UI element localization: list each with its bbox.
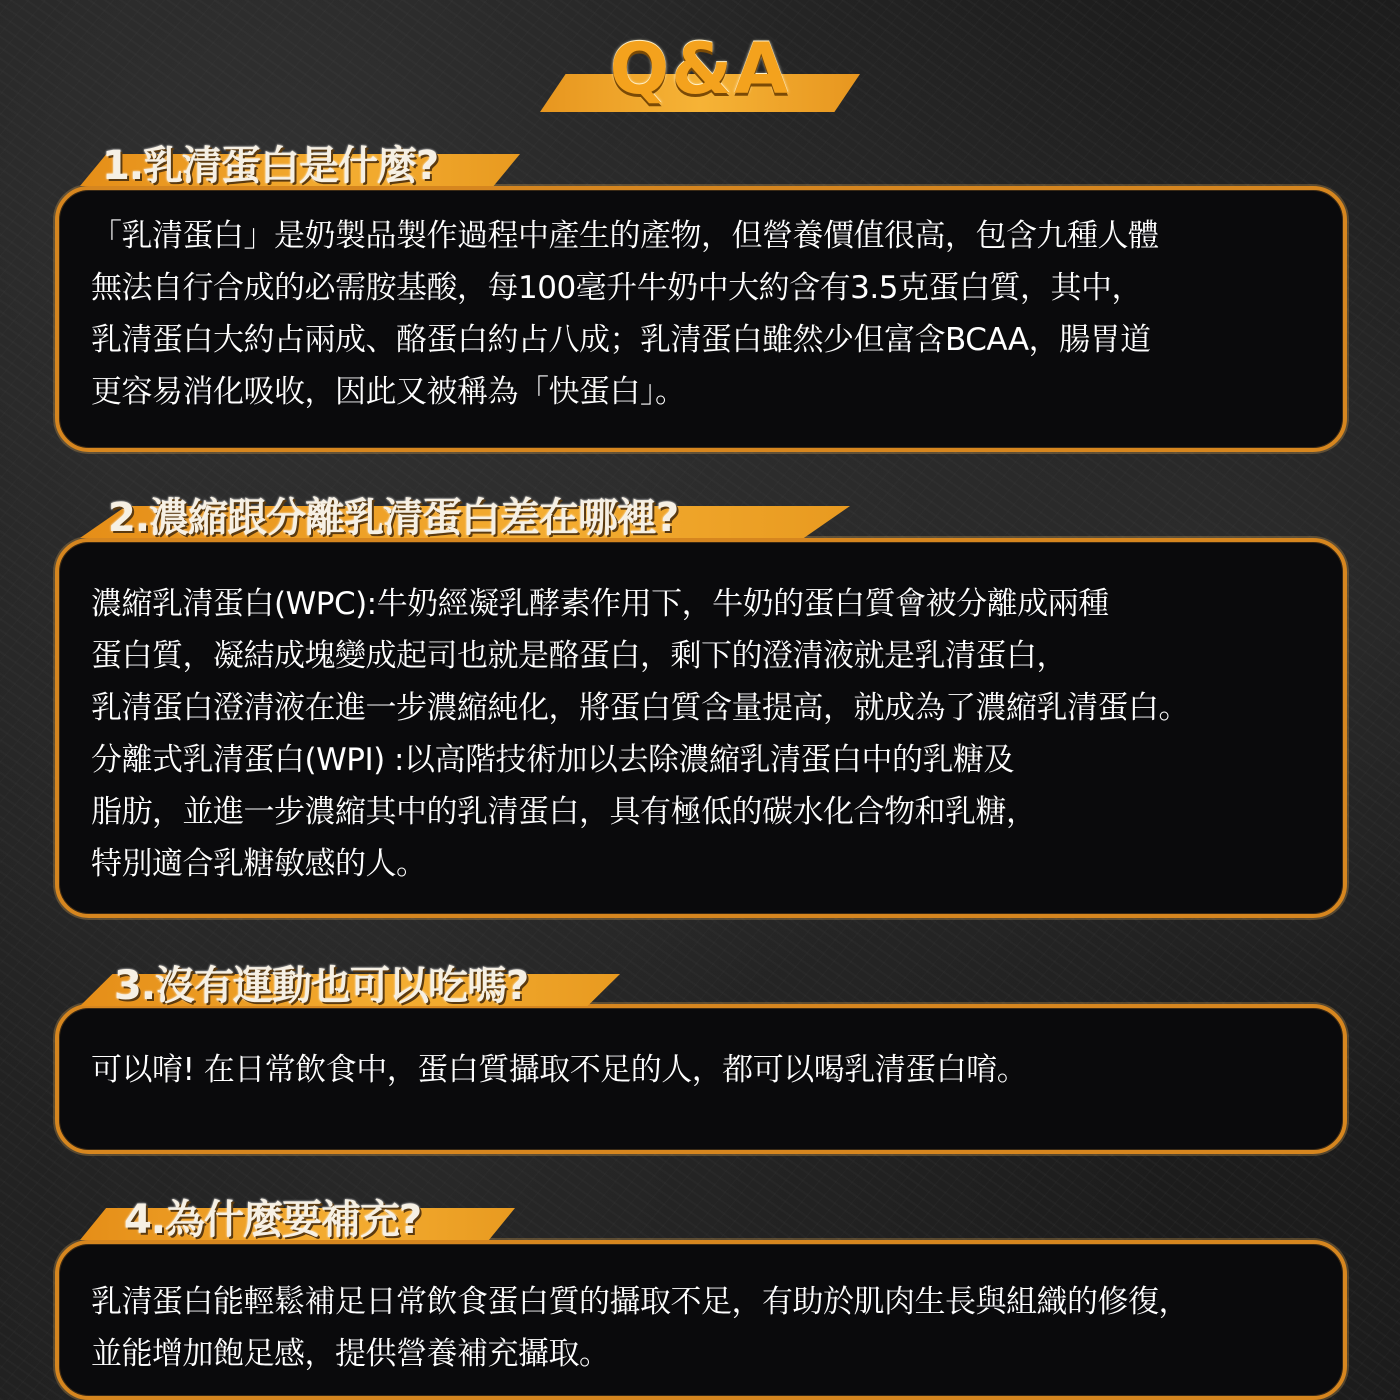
answer-line: 乳清蛋白大約占兩成、酪蛋白約占八成；乳清蛋白雖然少但富含BCAA，腸胃道 bbox=[91, 322, 1151, 358]
question-heading: 3.沒有運動也可以吃嗎? bbox=[114, 963, 529, 1009]
answer-line: 脂肪，並進一步濃縮其中的乳清蛋白，具有極低的碳水化合物和乳糖， bbox=[91, 794, 1037, 830]
answer-line: 濃縮乳清蛋白(WPC):牛奶經凝乳酵素作用下，牛奶的蛋白質會被分離成兩種 bbox=[91, 586, 1109, 622]
question-tag-3 bbox=[80, 960, 620, 1009]
qa-banner bbox=[540, 28, 860, 114]
question-tag-1 bbox=[80, 140, 520, 189]
question-tag-4 bbox=[80, 1194, 515, 1243]
answer-line: 蛋白質，凝結成塊變成起司也就是酪蛋白，剩下的澄清液就是乳清蛋白， bbox=[91, 638, 1067, 674]
answer-line: 乳清蛋白能輕鬆補足日常飲食蛋白質的攝取不足，有助於肌肉生長與組織的修復， bbox=[91, 1284, 1189, 1320]
answer-card-2 bbox=[55, 538, 1347, 918]
answer-line: 分離式乳清蛋白(WPI) :以高階技術加以去除濃縮乳清蛋白中的乳糖及 bbox=[91, 742, 1014, 778]
answer-card-1 bbox=[55, 186, 1347, 452]
question-tag-2 bbox=[80, 492, 850, 541]
answer-line: 「乳清蛋白」是奶製品製作過程中產生的產物，但營養價值很高，包含九種人體 bbox=[91, 218, 1159, 254]
question-heading: 2.濃縮跟分離乳清蛋白差在哪裡? bbox=[108, 495, 679, 541]
answer-card-4 bbox=[55, 1240, 1347, 1400]
answer-line: 更容易消化吸收，因此又被稱為「快蛋白」。 bbox=[91, 374, 686, 410]
question-heading: 4.為什麼要補充? bbox=[124, 1197, 422, 1243]
answer-line: 乳清蛋白澄清液在進一步濃縮純化，將蛋白質含量提高，就成為了濃縮乳清蛋白。 bbox=[91, 690, 1189, 726]
answer-line: 可以唷! 在日常飲食中，蛋白質攝取不足的人，都可以喝乳清蛋白唷。 bbox=[91, 1052, 1028, 1088]
question-heading: 1.乳清蛋白是什麼? bbox=[102, 143, 439, 189]
answer-line: 特別適合乳糖敏感的人。 bbox=[91, 846, 427, 882]
answer-line: 並能增加飽足感，提供營養補充攝取。 bbox=[91, 1336, 610, 1372]
answer-line: 無法自行合成的必需胺基酸，每100毫升牛奶中大約含有3.5克蛋白質，其中， bbox=[91, 270, 1142, 306]
page-title: Q&A bbox=[609, 28, 791, 110]
answer-card-3 bbox=[55, 1004, 1347, 1154]
